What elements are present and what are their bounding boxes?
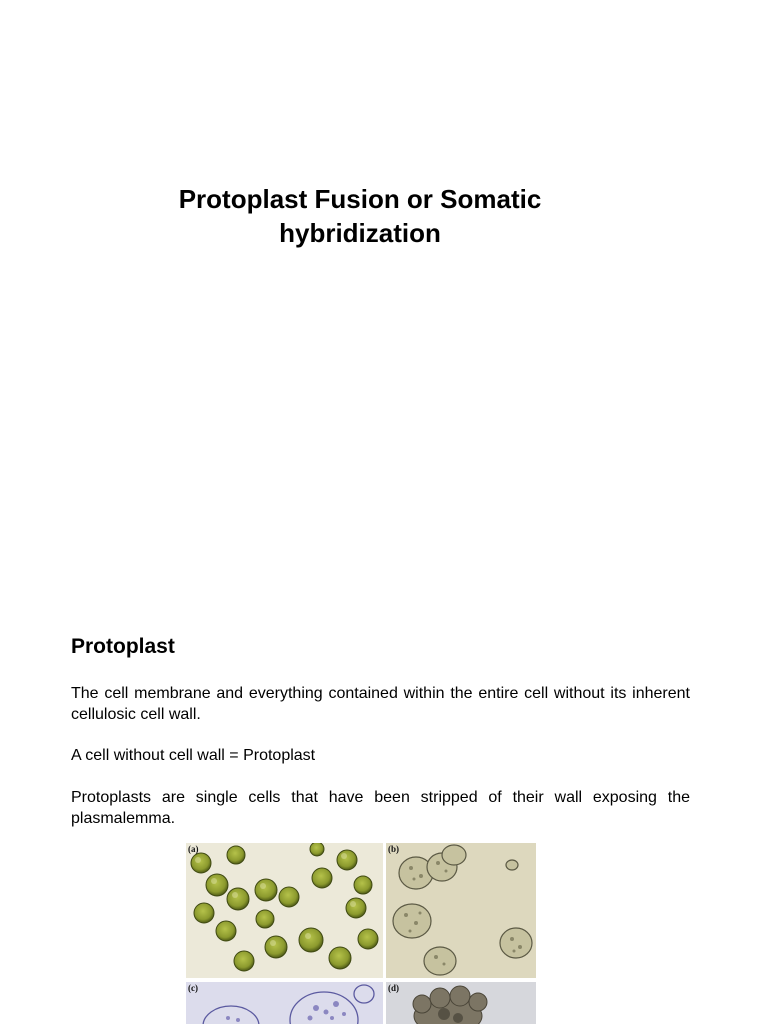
document-title (160, 182, 560, 250)
micrograph-panel-d (386, 982, 536, 1024)
panel-label-c: (c) (188, 983, 198, 993)
panel-label-b: (b) (388, 844, 399, 854)
cell-cluster-image (386, 982, 536, 1024)
micrograph-panel-b (386, 843, 536, 978)
title-line-2: hybridization (279, 218, 441, 248)
micrograph-panel-a (186, 843, 383, 978)
green-protoplasts-image (186, 843, 383, 978)
stained-protoplasts-image (186, 982, 383, 1024)
protoplast-micrograph-figure (186, 843, 536, 1024)
paragraph-definition: The cell membrane and everything contained within the entire cell without its inherent cellulosic cell wall. (71, 685, 690, 723)
panel-label-d: (d) (388, 983, 399, 993)
micrograph-panel-c (186, 982, 383, 1024)
fused-protoplasts-image (386, 843, 536, 978)
title-line-1: Protoplast Fusion or Somatic (178, 184, 542, 214)
paragraph-equation: A cell without cell wall = Protoplast (71, 747, 316, 764)
section-heading: Protoplast (71, 635, 175, 658)
panel-label-a: (a) (188, 844, 199, 854)
paragraph-description: Protoplasts are single cells that have been stripped of their wall exposing the plasmalemma. (71, 789, 690, 827)
